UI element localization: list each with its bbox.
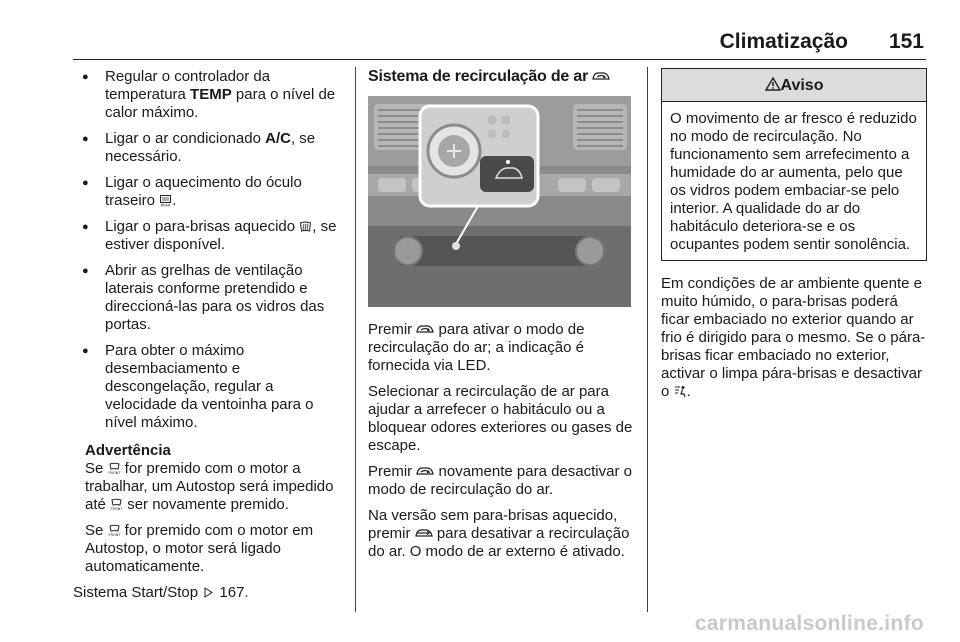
list-item: ● Ligar o para-brisas aquecido , se estiver disponível.	[73, 218, 343, 254]
recirculation-heading: Sistema de recirculação de ar	[368, 68, 634, 86]
cross-reference[interactable]: Sistema Start/Stop 167.	[73, 584, 249, 601]
note-paragraph: Se FRONT for premido com o motor em Autostop, o motor será ligado automaticamente.	[85, 522, 314, 575]
front-defrost-icon	[108, 462, 121, 475]
warning-box	[661, 68, 927, 261]
recirculation-icon	[416, 465, 434, 478]
recirculation-icon	[416, 323, 434, 336]
humid-conditions-paragraph: Em condições de ar ambiente quente e muito húmido, o para-brisas poderá ficar embaciado no exterior quando ar frio é dirigido para o mesmo. Se o pára-brisas ficar embaciado no exterior, activar o limpa pára-brisas e desactivar o .	[661, 275, 926, 400]
list-item: ● Para obter o máximo desembaciamento e descongelação, regular a velocidade da ventoinha para o nível máximo.	[73, 342, 343, 432]
list-item: ● Ligar o ar condicionado A/C, se necessário.	[73, 130, 343, 166]
warning-heading: Aviso	[662, 69, 926, 102]
svg-text:FRONT: FRONT	[108, 471, 120, 475]
warning-triangle-icon	[765, 77, 781, 91]
list-item: ● Regular o controlador da temperatura TEMP para o nível de calor máximo.	[73, 68, 343, 122]
recirculation-icon	[592, 70, 610, 83]
recirculation-paragraph: Premir novamente para desactivar o modo de recirculação do ar.	[368, 463, 632, 498]
list-item: ● Abrir as grelhas de ventilação laterais conforme pretendido e direccioná-las para os vidros das portas.	[73, 262, 343, 334]
heated-windscreen-icon	[299, 220, 312, 233]
front-defrost-icon	[108, 524, 121, 537]
svg-text:FRONT: FRONT	[108, 533, 120, 537]
recirculation-paragraph: Premir para ativar o modo de recirculação do ar; a indicação é fornecida via LED.	[368, 321, 585, 374]
rear-defrost-icon	[159, 194, 172, 207]
header-divider	[73, 59, 926, 60]
console-photo	[368, 96, 631, 307]
bullet-list	[73, 68, 343, 432]
recirculation-paragraph: Na versão sem para-brisas aquecido, premir para desativar a recirculação do ar. O modo de ar externo é ativado.	[368, 507, 630, 560]
outside-air-icon	[415, 527, 433, 540]
note-heading: Advertência	[85, 442, 171, 459]
column-2	[368, 68, 634, 569]
front-defrost-icon	[110, 498, 123, 511]
watermark: carmanualsonline.info	[694, 612, 924, 635]
svg-text:REAR: REAR	[160, 203, 171, 207]
warning-text: O movimento de ar fresco é reduzido no modo de recirculação. No funcionamento sem arrefecimento a humidade do ar aumenta, pelo que os vidros podem embaciar-se pelo interior. A qualidade do ar do habitáculo deteriora-se e os ocupantes podem sentir sonolência.	[670, 110, 917, 253]
column-divider-1	[355, 67, 356, 612]
page-reference-arrow-icon	[202, 586, 215, 599]
column-divider-2	[647, 67, 648, 612]
column-3	[661, 68, 927, 409]
svg-text:FRONT: FRONT	[110, 507, 123, 511]
page-number: 151	[888, 30, 924, 53]
column-1	[73, 68, 343, 610]
recirculation-paragraph: Selecionar a recirculação de ar para ajudar a arrefecer o habitáculo ou a bloquear odores exteriores ou gases de escape.	[368, 383, 633, 454]
air-distribution-icon	[674, 385, 687, 398]
list-item: ● Ligar o aquecimento do óculo traseiro REAR .	[73, 174, 343, 210]
note-block	[73, 442, 343, 576]
note-paragraph: Se FRONT for premido com o motor a trabalhar, um Autostop será impedido até FRONT ser novamente premido.	[85, 460, 334, 513]
section-title: Climatização	[719, 30, 848, 53]
